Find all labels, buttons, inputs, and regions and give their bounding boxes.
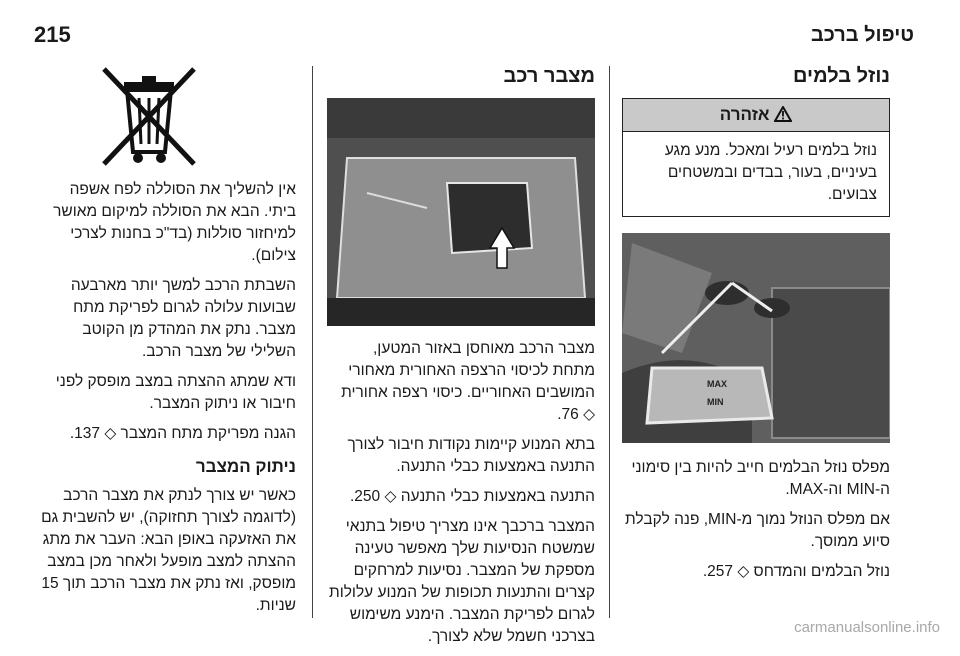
section-heading-disconnect: ניתוק המצבר [195,457,296,476]
section-heading-battery: מצבר רכב [503,65,595,87]
column-divider [609,66,610,618]
chapter-title: טיפול ברכב [810,24,914,46]
column-divider [312,66,313,618]
crossed-bin-icon [94,64,204,169]
min-label: MIN [707,397,724,407]
ignition-off-text: ודא שמתג ההצתה במצב מופסק לפני חיבור או ניתוק המצבר. [55,373,296,412]
warning-header [623,99,889,132]
jump-start-reference: התנעה באמצעות כבלי התנעה ◇ 250. [349,488,595,505]
warning-title: אזהרה [719,105,770,124]
warning-text: נוזל בלמים רעיל ומאכל. מנע מגע בעיניים, בעור, בבדים ובמשטחים צבועים. [664,142,877,203]
discharge-protection-reference: הגנה מפריקת מתח המצבר ◇ 137. [69,425,296,442]
watermark: carmanualsonline.info [794,619,940,636]
warning-box [622,98,890,217]
storage-text: השבתת הרכב למשך יותר מארבעה שבועות עלולה לגרום לפריקת מתח מצבר. נתק את המהדק מן הקוטב השלילי של מצבר הרכב. [70,277,296,360]
brake-fluid-reference: נוזל הבלמים והמדחס ◇ 257. [702,563,890,580]
max-label: MAX [707,379,727,389]
warning-triangle-icon [770,105,793,124]
disconnect-text: כאשר יש צורך לנתק את מצבר הרכב (לדוגמה לצורך תחזוקה), יש להשבית גם את האזעקה באופן הבא: העבר את מתג ההצתה למצב מופעל ולאחר מכן במצב מופסק, ואז נתק את מצבר הרכב תוך 15 שניות. [41,487,296,614]
battery-maintenance-text: המצבר ברכבך אינו מצריך טיפול בתנאי שמשטח הנסיעות שלך מאפשר טעינה מספקת של המצבר. נסיעות למרחקים קצרים והתנעות תכופות של המנוע עלולות לגרום לפריקת המצבר. הימנע משימוש בצרכני חשמל שלא לצורך. [328,518,595,645]
brake-fluid-level-text: מפלס נוזל הבלמים חייב להיות בין סימוני ה-MIN וה-MAX. [631,459,890,498]
disposal-text: אין להשליך את הסוללה לפח אשפה ביתי. הבא את הסוללה למיקום מאושר למיחזור סוללות (בד"כ בחנות לצרכי צילום). [53,181,296,264]
brake-fluid-reservoir-photo [622,233,890,443]
page-number: 215 [34,22,71,47]
cargo-area-photo [327,98,595,326]
jump-points-text: בתא המנוע קיימות נקודות חיבור לצורך התנעה באמצעות כבלי התנעה. [347,436,595,475]
brake-fluid-section [622,64,890,591]
battery-location-text: מצבר הרכב מאוחסן באזור המטען, מתחת לכיסוי הרצפה האחורית מאחורי המושבים האחוריים. כיסוי רצפה אחורית ◇ 76. [341,340,595,423]
page-header [34,22,924,52]
brake-fluid-low-text: אם מפלס הנוזל נמוך מ-MIN, פנה לקבלת סיוע ממוסך. [625,511,890,550]
section-heading-brake-fluid: נוזל בלמים [793,65,890,87]
battery-section [327,64,595,656]
battery-disposal-section [34,64,296,625]
